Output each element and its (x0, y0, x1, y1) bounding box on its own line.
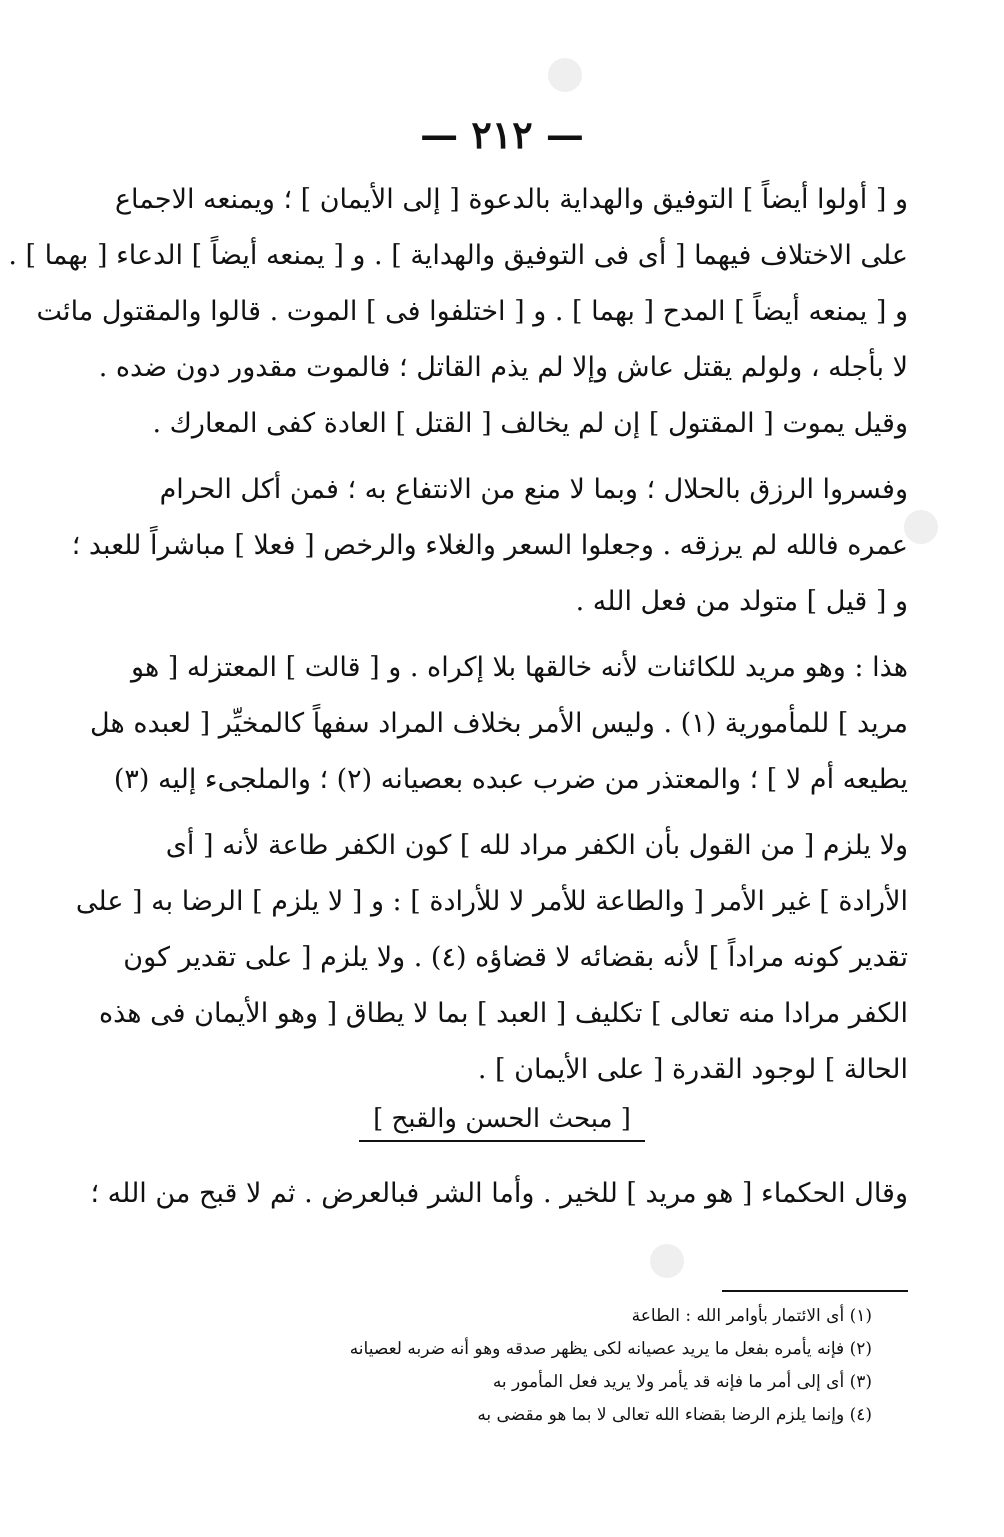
paragraph-3 (90, 640, 908, 808)
paragraph-gap (110, 452, 908, 462)
text-line: و [ يمنعه أيضاً ] المدح [ بهما ] . و [ اختلفوا فى ] الموت . قالوا والمقتول مائت (36, 296, 908, 327)
punch-hole-bottom (650, 1244, 684, 1278)
footnote-3: (٣) أى إلى أمر ما فإنه قد يأمر ولا يريد فعل المأمور به (492, 1372, 872, 1392)
text-line: ولا يلزم [ من القول بأن الكفر مراد لله ] كون الكفر طاعة لأنه [ أى (165, 830, 908, 861)
text-line: الحالة ] لوجود القدرة [ على الأيمان ] . (477, 1054, 908, 1085)
paragraph-gap (110, 630, 908, 640)
paragraph-4 (75, 818, 908, 1098)
text-line: تقدير كونه مراداً ] لأنه بقضائه لا قضاؤه (٤) . ولا يلزم [ على تقدير كون (123, 942, 908, 973)
paragraph-1 (8, 172, 908, 452)
section-heading (0, 1100, 1004, 1142)
page-number: — ٢١٢ — (420, 112, 584, 157)
paragraph-2 (71, 462, 908, 630)
paragraph-gap (110, 808, 908, 818)
section-heading-text: [ مبحث الحسن والقبح ] (359, 1100, 645, 1142)
text-line: هذا : وهو مريد للكائنات لأنه خالقها بلا إكراه . و [ قالت ] المعتزله [ هو (131, 652, 908, 683)
footnote-1: (١) أى الائتمار بأوامر الله : الطاعة (631, 1306, 872, 1326)
text-line: وفسروا الرزق بالحلال ؛ وبما لا منع من الانتفاع به ؛ فمن أكل الحرام (159, 474, 908, 505)
text-line: الأرادة ] غير الأمر [ والطاعة للأمر لا للأرادة ] : و [ لا يلزم ] الرضا به [ على (75, 886, 908, 917)
text-line: عمره فالله لم يرزقه . وجعلوا السعر والغلاء والرخص [ فعلا ] مباشراً للعبد ؛ (71, 530, 908, 561)
text-line: يطيعه أم لا ] ؛ والمعتذر من ضرب عبده بعصيانه (٢) ؛ والملجىء إليه (٣) (113, 764, 908, 795)
text-line: مريد ] للمأمورية (١) . وليس الأمر بخلاف المراد سفهاً كالمخيِّر [ لعبده هل (90, 708, 908, 739)
footnote-2: (٢) فإنه يأمره بفعل ما يريد عصيانه لكى يظهر صدقه وهو أنه ضربه لعصيانه (349, 1339, 872, 1359)
text-line: وقيل يموت [ المقتول ] إن لم يخالف [ القتل ] العادة كفى المعارك . (152, 408, 908, 439)
text-line: و [ قيل ] متولد من فعل الله . (575, 586, 908, 617)
punch-hole-middle (904, 510, 938, 544)
punch-hole-top (548, 58, 582, 92)
text-line: على الاختلاف فيهما [ أى فى التوفيق والهداية ] . و [ يمنعه أيضاً ] الدعاء [ بهما ] . (8, 240, 908, 271)
footnote-divider (722, 1290, 908, 1292)
footnotes (110, 1300, 872, 1432)
footnote-4: (٤) وإنما يلزم الرضا بقضاء الله تعالى لا بما هو مقضى به (477, 1405, 872, 1425)
text-line: لا بأجله ، ولولم يقتل عاش وإلا لم يذم القاتل ؛ فالموت مقدور دون ضده . (98, 352, 908, 383)
section-first-paragraph (90, 1166, 908, 1222)
body-text (8, 172, 908, 1098)
text-line: الكفر مرادا منه تعالى ] تكليف [ العبد ] بما لا يطاق [ وهو الأيمان فى هذه (98, 998, 908, 1029)
text-line: و [ أولوا أيضاً ] التوفيق والهداية بالدعوة [ إلى الأيمان ] ؛ ويمنعه الاجماع (114, 184, 908, 215)
text-line: وقال الحكماء [ هو مريد ] للخير . وأما الشر فبالعرض . ثم لا قبح من الله ؛ (90, 1178, 908, 1209)
